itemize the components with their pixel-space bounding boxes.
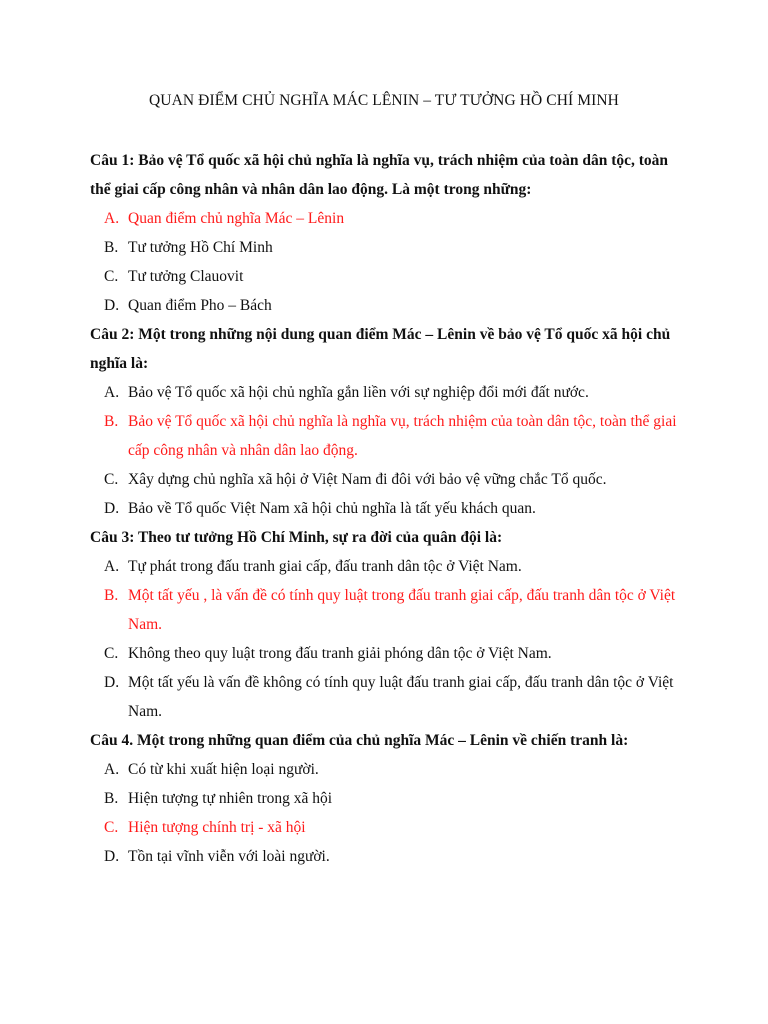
question-text: Câu 4. Một trong những quan điểm của chủ nghĩa Mác – Lênin về chiến tranh là:	[90, 732, 629, 749]
answer-option	[90, 407, 690, 465]
answer-option	[90, 494, 690, 523]
answer-text: Hiện tượng tự nhiên trong xã hội	[128, 790, 333, 807]
answer-options	[90, 755, 690, 871]
answer-marker: D.	[104, 297, 120, 314]
answer-option	[90, 204, 690, 233]
answer-option	[90, 465, 690, 494]
answer-option	[90, 668, 690, 726]
question-list	[90, 146, 690, 871]
answer-marker: A.	[104, 384, 120, 401]
answer-text: Tồn tại vĩnh viễn với loài người.	[128, 848, 330, 865]
answer-marker: A.	[104, 210, 120, 227]
answer-options	[90, 378, 690, 523]
answer-text: Bảo vệ Tổ quốc xã hội chủ nghĩa là nghĩa vụ, trách nhiệm của toàn dân tộc, toàn thể giai cấp công nhân và nhân dân lao động.	[128, 413, 677, 459]
document-title: QUAN ĐIỂM CHỦ NGHĨA MÁC LÊNIN – TƯ TƯỞNG HỒ CHÍ MINH	[149, 92, 619, 109]
answer-text: Hiện tượng chính trị - xã hội	[128, 819, 306, 836]
answer-text: Bảo vệ Tổ quốc xã hội chủ nghĩa gắn liền với sự nghiệp đổi mới đất nước.	[128, 384, 589, 401]
answer-option	[90, 784, 690, 813]
answer-text: Bảo về Tổ quốc Việt Nam xã hội chủ nghĩa là tất yếu khách quan.	[128, 500, 536, 517]
question-block	[90, 726, 690, 871]
answer-text: Một tất yếu là vấn đề không có tính quy luật đấu tranh giai cấp, đấu tranh dân tộc ở Việt Nam.	[128, 674, 674, 720]
answer-option	[90, 291, 690, 320]
answer-option	[90, 639, 690, 668]
answer-text: Quan điểm Pho – Bách	[128, 297, 272, 314]
answer-text: Một tất yếu , là vấn đề có tính quy luật trong đấu tranh giai cấp, đấu tranh dân tộc ở Việt Nam.	[128, 587, 676, 633]
question-text: Câu 3: Theo tư tưởng Hồ Chí Minh, sự ra đời của quân đội là:	[90, 529, 503, 546]
answer-marker: D.	[104, 500, 120, 517]
answer-text: Xây dựng chủ nghĩa xã hội ở Việt Nam đi đôi với bảo vệ vững chắc Tổ quốc.	[128, 471, 607, 488]
answer-option	[90, 262, 690, 291]
answer-options	[90, 204, 690, 320]
answer-text: Quan điểm chủ nghĩa Mác – Lênin	[128, 210, 345, 227]
answer-marker: A.	[104, 558, 120, 575]
answer-marker: C.	[104, 471, 119, 488]
question-text: Câu 2: Một trong những nội dung quan điểm Mác – Lênin về bảo vệ Tổ quốc xã hội chủ nghĩa là:	[90, 326, 671, 372]
question-block	[90, 320, 690, 523]
answer-options	[90, 552, 690, 726]
answer-marker: D.	[104, 674, 120, 691]
answer-text: Không theo quy luật trong đấu tranh giải phóng dân tộc ở Việt Nam.	[128, 645, 552, 662]
answer-text: Tự phát trong đấu tranh giai cấp, đấu tranh dân tộc ở Việt Nam.	[128, 558, 522, 575]
answer-marker: B.	[104, 239, 119, 256]
answer-option	[90, 842, 690, 871]
question-block	[90, 146, 690, 320]
answer-marker: B.	[104, 413, 119, 430]
answer-option	[90, 813, 690, 842]
answer-option	[90, 581, 690, 639]
answer-text: Có từ khi xuất hiện loại người.	[128, 761, 319, 778]
answer-marker: C.	[104, 268, 119, 285]
answer-text: Tư tưởng Clauovit	[128, 268, 244, 285]
answer-marker: C.	[104, 819, 119, 836]
answer-marker: B.	[104, 587, 119, 604]
answer-text: Tư tưởng Hồ Chí Minh	[128, 239, 273, 256]
answer-option	[90, 378, 690, 407]
answer-marker: A.	[104, 761, 120, 778]
answer-option	[90, 233, 690, 262]
answer-option	[90, 552, 690, 581]
answer-marker: B.	[104, 790, 119, 807]
question-block	[90, 523, 690, 726]
answer-marker: D.	[104, 848, 120, 865]
answer-option	[90, 755, 690, 784]
question-text: Câu 1: Bảo vệ Tổ quốc xã hội chủ nghĩa là nghĩa vụ, trách nhiệm của toàn dân tộc, toàn thể giai cấp công nhân và nhân dân lao động. Là một trong những:	[90, 152, 669, 198]
answer-marker: C.	[104, 645, 119, 662]
